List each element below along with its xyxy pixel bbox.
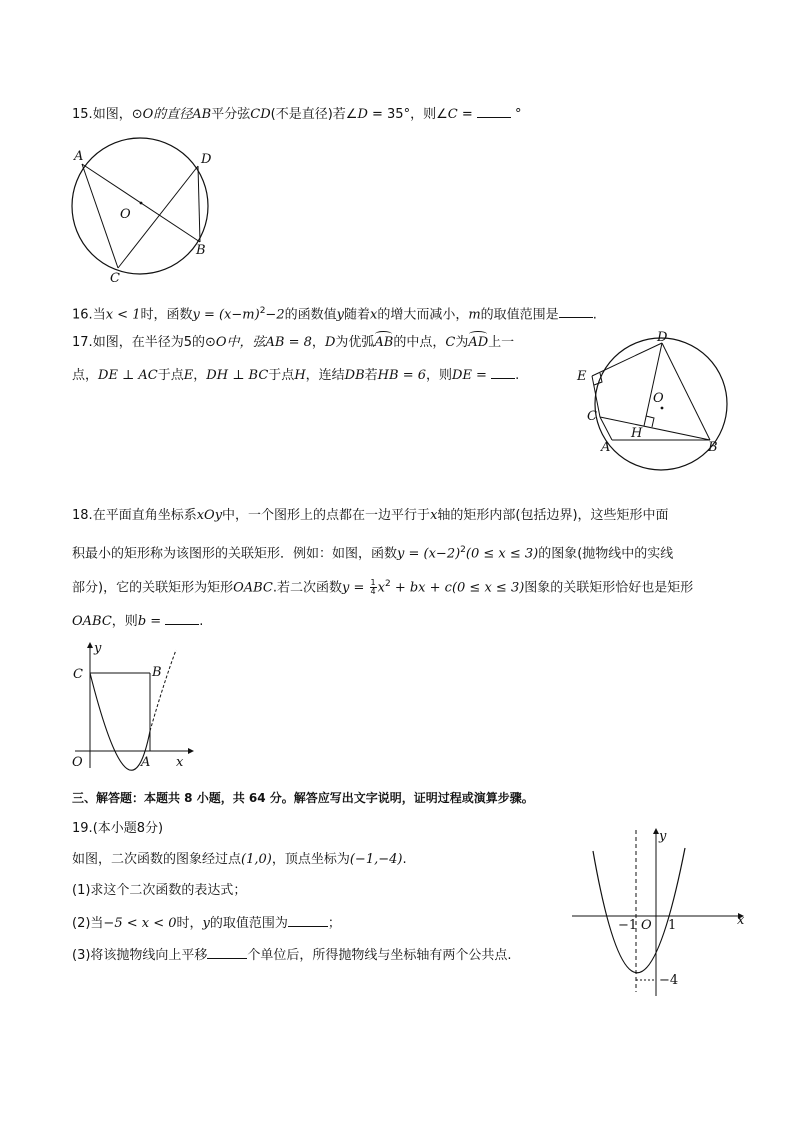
q19-answer-blank-3[interactable] [207, 945, 247, 959]
q18-label-x: x [176, 755, 184, 770]
q19-sub3: (3)将该抛物线向上平移 个单位后，所得抛物线与坐标轴有两个公共点. [72, 945, 512, 965]
q18-line2: 积最小的矩形称为该图形的关联矩形．例如：如图，函数$y = (x-2)^2(0 \le x \le 3)$的图象(抛物线中的实线 [72, 545, 674, 562]
q15-label-c: C [110, 271, 120, 286]
q18-label-c: C [73, 667, 83, 682]
q19-label-x: x [737, 913, 745, 928]
q19-label-one: 1 [668, 918, 677, 933]
q19-sub2: (2)当−5 < x < 0时，y的取值范围为 ； [72, 913, 341, 933]
q19-label-m1: −1 [618, 918, 638, 933]
q16-answer-blank[interactable] [559, 304, 593, 318]
q19-label-y: y [659, 829, 667, 844]
q15-label-b: B [196, 243, 206, 258]
q18-label-b: B [152, 665, 162, 680]
q18-label-y: y [94, 641, 102, 656]
q18-line4: OABC，则b = . [72, 611, 203, 631]
q15-label-a: A [74, 149, 84, 164]
q18-figure [70, 642, 200, 772]
q15-label-o: O [120, 207, 131, 222]
q15-label-d: D [201, 152, 212, 167]
q15-stem: 15.如图，⊙O的直径AB平分弦CD(不是直径)若∠D = 35°，则∠C = ° [72, 104, 522, 124]
q15-answer-blank[interactable] [477, 104, 511, 118]
q19-stem: 如图，二次函数的图象经过点(1,0)，顶点坐标为(−1,−4). [72, 852, 407, 867]
q18-label-a: A [141, 755, 151, 770]
q17-label-e: E [577, 369, 587, 384]
q18-line1: 18.在平面直角坐标系xOy中，一个图形上的点都在一边平行于x轴的矩形内部(包括边界)，这些矩形中面 [72, 508, 669, 523]
q19-label-m4: −4 [659, 973, 679, 988]
q17-line2: 点，DE ⊥ AC于点E，DH ⊥ BC于点H，连结DB若HB = 6，则DE = . [72, 365, 519, 385]
q19-figure [568, 826, 748, 998]
q19-answer-blank-2[interactable] [288, 913, 328, 927]
q17-label-c: C [587, 409, 597, 424]
q17-label-o: O [653, 391, 664, 406]
q18-fraction: $\frac{1}{4}$ [370, 578, 376, 597]
q17-label-a: A [601, 440, 611, 455]
q17-label-h: H [631, 426, 643, 441]
q17-line1: 17.如图，在半径为5的⊙O中，弦AB = 8，D为优弧AB的中点，C为AD上一 [72, 335, 515, 350]
q16-stem: 16.当x < 1时，函数$y = (x-m)^2-2$的函数值y随着x的增大而减小，m的取值范围是 . [72, 306, 597, 323]
q18-label-o: O [72, 755, 83, 770]
q19-label-o: O [641, 918, 652, 933]
q19-sub1: (1)求这个二次函数的表达式； [72, 883, 247, 898]
q18-line3: 部分)，它的关联矩形为矩形OABC.若二次函数y = $\frac{1}{4}$ $x^2$ + bx + c(0 ≤ x ≤ 3)图象的关联矩形恰好也是矩形 [72, 578, 694, 597]
q17-answer-blank[interactable] [491, 365, 515, 379]
section3-title: 三、解答题：本题共 8 小题，共 64 分。解答应写出文字说明，证明过程或演算步骤。 [72, 791, 534, 805]
q17-label-b: B [708, 440, 718, 455]
q18-answer-blank[interactable] [165, 611, 199, 625]
q15-figure [60, 140, 230, 290]
q17-figure [570, 330, 750, 480]
q19-header: 19.(本小题8分) [72, 821, 164, 836]
q17-label-d: D [657, 330, 668, 345]
